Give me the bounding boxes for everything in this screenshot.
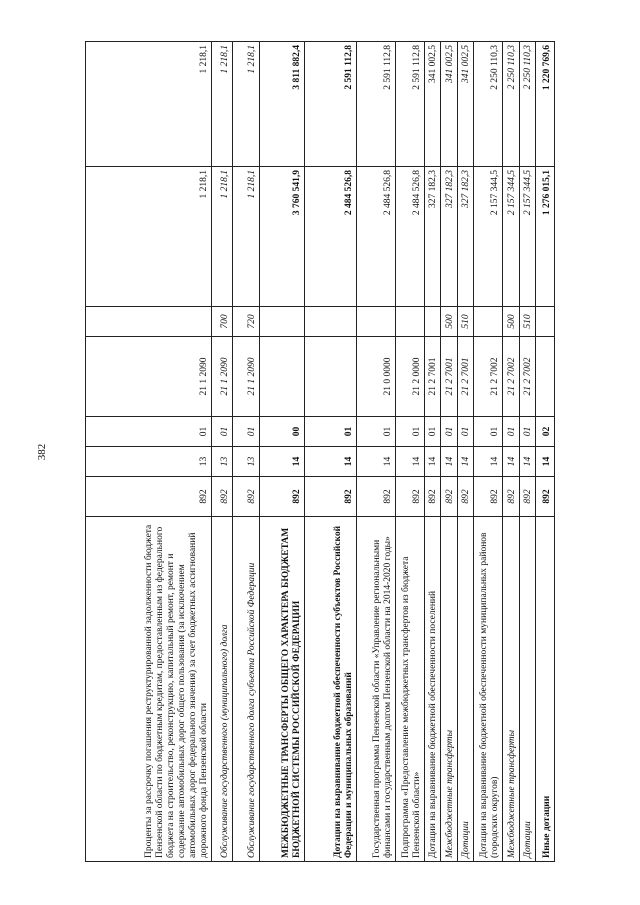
table-row	[232, 42, 259, 862]
grbs-code-cell: 892	[395, 477, 424, 517]
amount-year-2-cell: 2 591 112,8	[304, 42, 356, 167]
target-article-cell	[536, 337, 555, 417]
grbs-code-cell: 892	[356, 477, 395, 517]
section-code-cell: 14	[503, 447, 520, 477]
page-number: 382	[36, 443, 48, 461]
expense-type-cell: 720	[232, 307, 259, 337]
expense-type-cell	[86, 307, 212, 337]
row-name-cell: Межбюджетные трансферты	[503, 517, 520, 862]
table-row	[519, 42, 536, 862]
expense-type-cell	[424, 307, 441, 337]
grbs-code-cell: 892	[503, 477, 520, 517]
amount-year-1-cell: 327 182,3	[441, 167, 458, 307]
expense-type-cell	[304, 307, 356, 337]
amount-year-2-cell: 2 591 112,8	[395, 42, 424, 167]
expense-type-cell	[259, 307, 304, 337]
row-name-cell: Проценты за рассрочку погашения реструктурированной задолженности бюджета Пензенской области по бюджетным кредитам, предоставленным из федерального бюджета на строительство, реконструкцию, капитальный ремонт, ремонт и содержание автомобильных дорог общего пользования (за исключением автомобильных дорог федерального значения) за счет бюджетных ассигнований дорожного фонда Пензенской области	[86, 517, 212, 862]
target-article-cell: 21 2 7002	[519, 337, 536, 417]
grbs-code-cell: 892	[212, 477, 233, 517]
section-code-cell: 14	[457, 447, 474, 477]
section-code-cell: 14	[395, 447, 424, 477]
grbs-code-cell: 892	[519, 477, 536, 517]
section-code-cell: 13	[232, 447, 259, 477]
amount-year-2-cell: 341 002,5	[424, 42, 441, 167]
expense-type-cell	[536, 307, 555, 337]
subsection-code-cell: 01	[304, 417, 356, 447]
grbs-code-cell: 892	[457, 477, 474, 517]
table-body	[86, 42, 555, 862]
row-name-cell: Межбюджетные трансферты	[441, 517, 458, 862]
row-name-cell: Государственная программа Пензенской области «Управление региональными финансами и государственным долгом Пензенской области на 2014-2020 годы»	[356, 517, 395, 862]
grbs-code-cell: 892	[474, 477, 503, 517]
amount-year-2-cell: 1 218,1	[86, 42, 212, 167]
amount-year-1-cell: 2 157 344,5	[519, 167, 536, 307]
expense-type-cell: 510	[519, 307, 536, 337]
subsection-code-cell: 01	[232, 417, 259, 447]
amount-year-1-cell: 2 484 526,8	[356, 167, 395, 307]
grbs-code-cell: 892	[259, 477, 304, 517]
budget-table-wrapper	[85, 42, 555, 862]
target-article-cell	[304, 337, 356, 417]
subsection-code-cell: 02	[536, 417, 555, 447]
subsection-code-cell: 01	[395, 417, 424, 447]
grbs-code-cell: 892	[232, 477, 259, 517]
amount-year-1-cell: 3 760 541,9	[259, 167, 304, 307]
target-article-cell: 21 2 7002	[474, 337, 503, 417]
subsection-code-cell: 01	[212, 417, 233, 447]
amount-year-1-cell: 1 218,1	[86, 167, 212, 307]
amount-year-2-cell: 1 220 769,6	[536, 42, 555, 167]
amount-year-2-cell: 2 250 110,3	[503, 42, 520, 167]
row-name-cell: Обслуживание государственного (муниципального) долга	[212, 517, 233, 862]
target-article-cell: 21 1 2090	[86, 337, 212, 417]
section-code-cell: 14	[259, 447, 304, 477]
grbs-code-cell: 892	[304, 477, 356, 517]
target-article-cell: 21 2 7001	[441, 337, 458, 417]
row-name-cell: Обслуживание государственного долга субъекта Российской Федерации	[232, 517, 259, 862]
amount-year-2-cell: 1 218,1	[232, 42, 259, 167]
expense-type-cell: 700	[212, 307, 233, 337]
amount-year-1-cell: 1 218,1	[232, 167, 259, 307]
row-name-cell: МЕЖБЮДЖЕТНЫЕ ТРАНСФЕРТЫ ОБЩЕГО ХАРАКТЕРА БЮДЖЕТАМ БЮДЖЕТНОЙ СИСТЕМЫ РОССИЙСКОЙ ФЕДЕРАЦИИ	[259, 517, 304, 862]
amount-year-2-cell: 2 591 112,8	[356, 42, 395, 167]
target-article-cell	[259, 337, 304, 417]
subsection-code-cell: 01	[424, 417, 441, 447]
subsection-code-cell: 01	[86, 417, 212, 447]
budget-table	[85, 41, 555, 862]
table-row	[424, 42, 441, 862]
amount-year-1-cell: 327 182,3	[424, 167, 441, 307]
amount-year-1-cell: 2 157 344,5	[474, 167, 503, 307]
amount-year-2-cell: 2 250 110,3	[519, 42, 536, 167]
table-row	[304, 42, 356, 862]
grbs-code-cell: 892	[424, 477, 441, 517]
target-article-cell: 21 2 7002	[503, 337, 520, 417]
expense-type-cell: 500	[441, 307, 458, 337]
row-name-cell: Подпрограмма «Предоставление межбюджетных трансфертов из бюджета Пензенской области»	[395, 517, 424, 862]
amount-year-1-cell: 327 182,3	[457, 167, 474, 307]
amount-year-1-cell: 2 157 344,5	[503, 167, 520, 307]
expense-type-cell	[356, 307, 395, 337]
expense-type-cell	[395, 307, 424, 337]
grbs-code-cell: 892	[86, 477, 212, 517]
target-article-cell: 21 1 2090	[232, 337, 259, 417]
subsection-code-cell: 01	[457, 417, 474, 447]
amount-year-1-cell: 2 484 526,8	[304, 167, 356, 307]
row-name-cell: Дотации	[457, 517, 474, 862]
table-row	[356, 42, 395, 862]
grbs-code-cell: 892	[441, 477, 458, 517]
table-row	[441, 42, 458, 862]
section-code-cell: 14	[304, 447, 356, 477]
section-code-cell: 14	[356, 447, 395, 477]
subsection-code-cell: 01	[519, 417, 536, 447]
table-row	[212, 42, 233, 862]
table-row	[86, 42, 212, 862]
row-name-cell: Дотации на выравнивание бюджетной обеспеченности субъектов Российской Федерации и муниципальных образований	[304, 517, 356, 862]
table-row	[474, 42, 503, 862]
row-name-cell: Дотации на выравнивание бюджетной обеспеченности муниципальных районов (городских округов)	[474, 517, 503, 862]
section-code-cell: 14	[441, 447, 458, 477]
subsection-code-cell: 01	[356, 417, 395, 447]
section-code-cell: 13	[86, 447, 212, 477]
amount-year-1-cell: 1 218,1	[212, 167, 233, 307]
target-article-cell: 21 0 0000	[356, 337, 395, 417]
table-row	[259, 42, 304, 862]
section-code-cell: 13	[212, 447, 233, 477]
section-code-cell: 14	[424, 447, 441, 477]
row-name-cell: Дотации на выравнивание бюджетной обеспеченности поселений	[424, 517, 441, 862]
target-article-cell: 21 2 0000	[395, 337, 424, 417]
subsection-code-cell: 01	[474, 417, 503, 447]
expense-type-cell	[474, 307, 503, 337]
amount-year-2-cell: 3 811 882,4	[259, 42, 304, 167]
expense-type-cell: 510	[457, 307, 474, 337]
subsection-code-cell: 00	[259, 417, 304, 447]
amount-year-2-cell: 2 250 110,3	[474, 42, 503, 167]
amount-year-2-cell: 1 218,1	[212, 42, 233, 167]
amount-year-1-cell: 1 276 015,1	[536, 167, 555, 307]
section-code-cell: 14	[536, 447, 555, 477]
amount-year-2-cell: 341 002,5	[441, 42, 458, 167]
table-row	[536, 42, 555, 862]
target-article-cell: 21 2 7001	[424, 337, 441, 417]
row-name-cell: Дотации	[519, 517, 536, 862]
target-article-cell: 21 2 7001	[457, 337, 474, 417]
target-article-cell: 21 1 2090	[212, 337, 233, 417]
table-row	[503, 42, 520, 862]
section-code-cell: 14	[519, 447, 536, 477]
expense-type-cell: 500	[503, 307, 520, 337]
subsection-code-cell: 01	[503, 417, 520, 447]
table-row	[395, 42, 424, 862]
amount-year-1-cell: 2 484 526,8	[395, 167, 424, 307]
section-code-cell: 14	[474, 447, 503, 477]
table-row	[457, 42, 474, 862]
subsection-code-cell: 01	[441, 417, 458, 447]
amount-year-2-cell: 341 002,5	[457, 42, 474, 167]
grbs-code-cell: 892	[536, 477, 555, 517]
row-name-cell: Иные дотации	[536, 517, 555, 862]
